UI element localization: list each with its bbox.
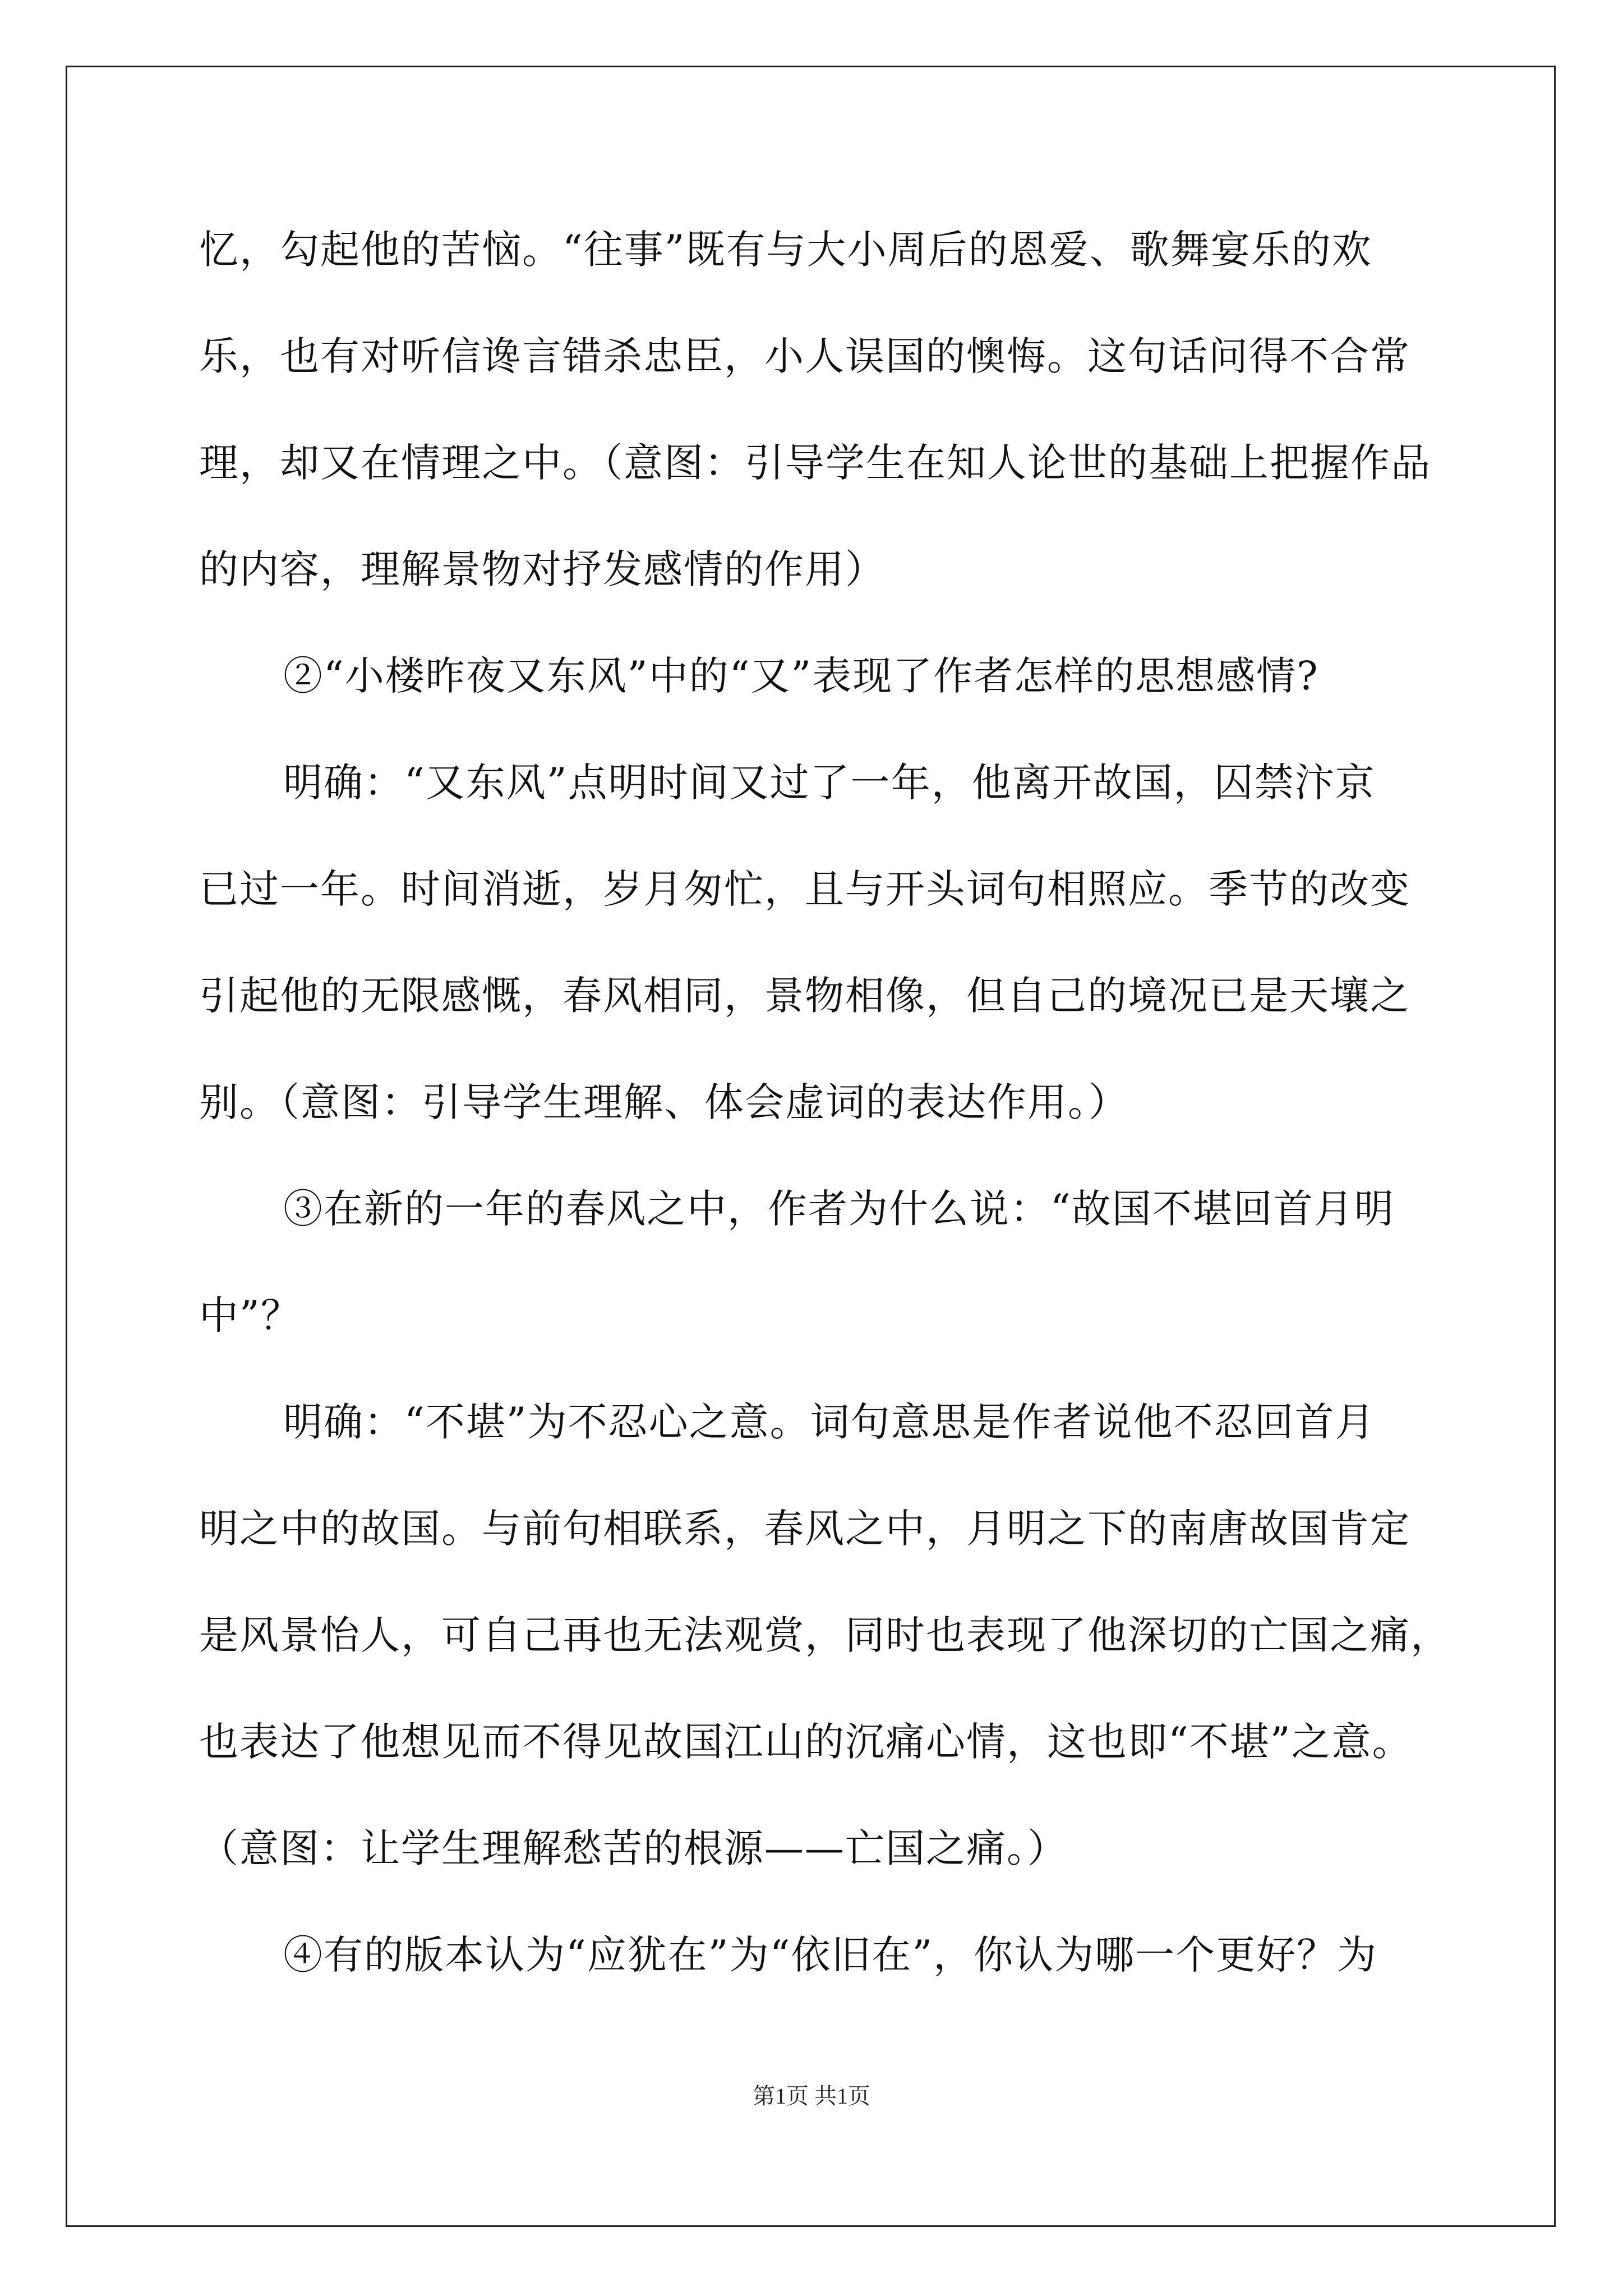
answer-3-start: 明确：“不堪”为不忍心之意。词句意思是作者说他不忍回首月 (283, 1399, 1376, 1445)
paragraph-line: 的内容，理解景物对抒发感情的作用） (199, 546, 886, 592)
paragraph-line: （意图：让学生理解愁苦的根源——亡国之痛。） (199, 1825, 1068, 1871)
paragraph-line: 也表达了他想见而不得见故国江山的沉痛心情，这也即“不堪”之意。 (199, 1719, 1413, 1765)
answer-2-start: 明确：“又东风”点明时间又过了一年，他离开故国，囚禁汴京 (283, 760, 1376, 806)
paragraph-line: 是风景怡人，可自己再也无法观赏，同时也表现了他深切的亡国之痛， (199, 1612, 1451, 1658)
paragraph-line: 中”？ (199, 1292, 301, 1338)
paragraph-line: 已过一年。时间消逝，岁月匆忙，且与开头词句相照应。季节的改变 (199, 866, 1410, 912)
paragraph-line: 引起他的无限感慨，春风相同，景物相像，但自己的境况已是天壤之 (199, 973, 1410, 1019)
document-body (199, 216, 1451, 2028)
paragraph-line: 忆，勾起他的苦恼。“往事”既有与大小周后的恩爱、歌舞宴乐的欢 (199, 227, 1372, 273)
page-footer: 第1页 共1页 (753, 2083, 870, 2109)
question-3: ③在新的一年的春风之中，作者为什么说：“故国不堪回首月明 (283, 1186, 1395, 1232)
paragraph-line: 明之中的故国。与前句相联系，春风之中，月明之下的南唐故国肯定 (199, 1506, 1410, 1552)
question-2: ②“小楼昨夜又东风”中的“又”表现了作者怎样的思想感情? (283, 653, 1319, 699)
paragraph-line: 理，却又在情理之中。（意图：引导学生在知人论世的基础上把握作品 (199, 440, 1431, 486)
paragraph-line: 乐，也有对听信谗言错杀忠臣，小人误国的懊悔。这句话问得不合常 (199, 333, 1410, 379)
paragraph-line: 别。（意图：引导学生理解、体会虚词的表达作用。） (199, 1079, 1129, 1125)
question-4: ④有的版本认为“应犹在”为“依旧在”，你认为哪一个更好？为 (283, 1932, 1378, 1978)
